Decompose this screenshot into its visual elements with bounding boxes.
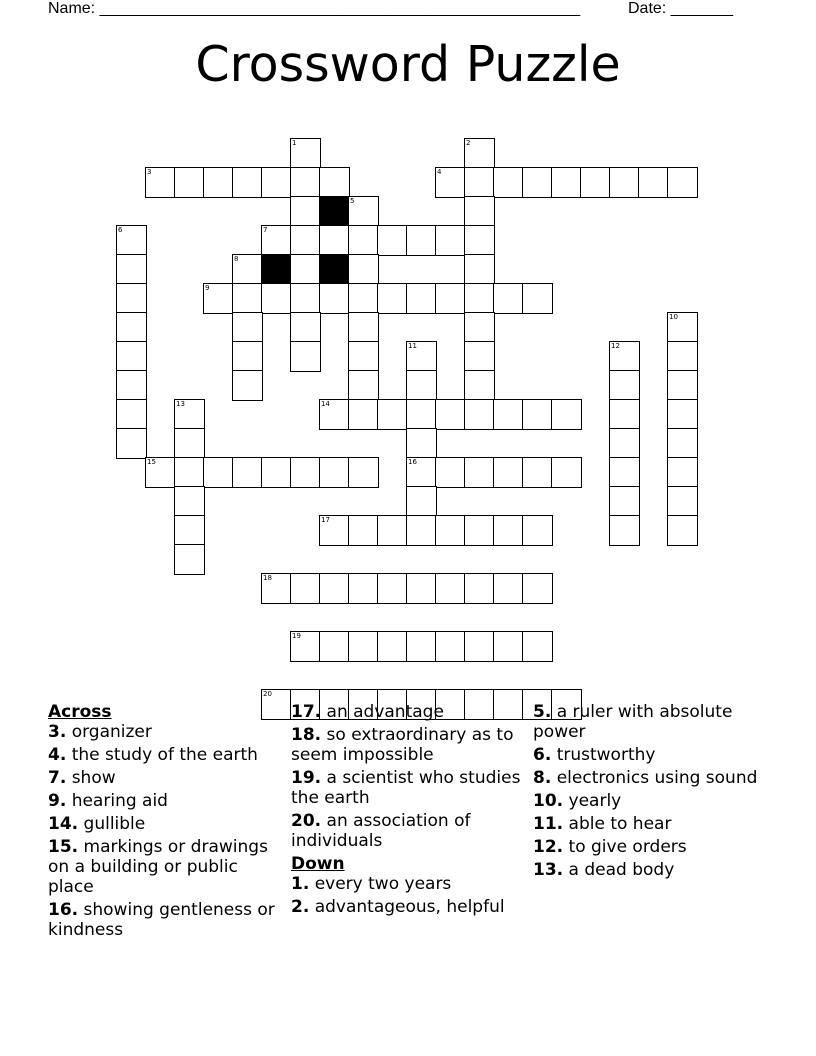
grid-cell[interactable] xyxy=(638,167,669,198)
grid-cell[interactable] xyxy=(493,631,524,662)
clue-item-number: 4. xyxy=(48,745,67,765)
down-clue-list xyxy=(291,874,526,917)
grid-cell[interactable] xyxy=(174,399,205,430)
clue-item xyxy=(533,837,783,857)
down-heading: Down xyxy=(291,854,345,874)
grid-cell[interactable] xyxy=(377,631,408,662)
clue-item-number: 19. xyxy=(291,768,322,788)
clues-column-1 xyxy=(48,702,283,943)
clue-item-text: electronics using sound xyxy=(551,768,758,788)
grid-cell[interactable] xyxy=(290,573,321,604)
clue-item-number: 12. xyxy=(533,837,564,857)
grid-cell[interactable] xyxy=(493,515,524,546)
grid-cell[interactable] xyxy=(551,167,582,198)
clue-item-number: 11. xyxy=(533,814,564,834)
clue-item xyxy=(533,745,783,765)
grid-cell[interactable] xyxy=(464,312,495,343)
grid-cell[interactable] xyxy=(319,283,350,314)
grid-cell[interactable] xyxy=(406,399,437,430)
grid-cell[interactable] xyxy=(145,457,176,488)
grid-cell[interactable] xyxy=(348,254,379,285)
clue-item xyxy=(291,811,526,851)
clue-item xyxy=(533,860,783,880)
clue-number: 14 xyxy=(321,400,330,408)
grid-cell[interactable] xyxy=(435,283,466,314)
grid-cell[interactable] xyxy=(203,457,234,488)
grid-cell[interactable] xyxy=(522,457,553,488)
grid-cell[interactable] xyxy=(348,457,379,488)
clue-item-number: 3. xyxy=(48,722,67,742)
grid-cell[interactable] xyxy=(377,515,408,546)
grid-cell[interactable] xyxy=(435,631,466,662)
page-title: Crossword Puzzle xyxy=(195,36,621,93)
grid-cell[interactable] xyxy=(406,515,437,546)
grid-cell[interactable] xyxy=(116,341,147,372)
grid-cell[interactable] xyxy=(348,283,379,314)
grid-cell[interactable] xyxy=(319,225,350,256)
grid-cell[interactable] xyxy=(667,167,698,198)
grid-cell[interactable] xyxy=(348,631,379,662)
clue-item-text: an association of individuals xyxy=(291,811,471,851)
grid-cell[interactable] xyxy=(464,631,495,662)
across-clue-list-continued xyxy=(291,702,526,851)
clue-number: 11 xyxy=(408,342,417,350)
clue-item-number: 1. xyxy=(291,874,310,894)
grid-cell[interactable] xyxy=(319,457,350,488)
clue-number: 7 xyxy=(263,226,268,234)
grid-cell[interactable] xyxy=(116,254,147,285)
clue-item-text: show xyxy=(66,768,116,788)
clue-number: 2 xyxy=(466,139,471,147)
grid-cell[interactable] xyxy=(493,399,524,430)
grid-cell[interactable] xyxy=(116,399,147,430)
grid-block xyxy=(319,254,350,285)
grid-cell[interactable] xyxy=(319,399,350,430)
clue-item-text: hearing aid xyxy=(66,791,168,811)
grid-cell[interactable] xyxy=(261,167,292,198)
grid-cell[interactable] xyxy=(406,283,437,314)
grid-cell[interactable] xyxy=(203,167,234,198)
grid-cell[interactable] xyxy=(116,428,147,459)
grid-cell[interactable] xyxy=(609,399,640,430)
grid-cell[interactable] xyxy=(522,167,553,198)
grid-cell[interactable] xyxy=(609,167,640,198)
clue-item xyxy=(291,725,526,765)
grid-cell[interactable] xyxy=(232,312,263,343)
grid-cell[interactable] xyxy=(464,370,495,401)
grid-cell[interactable] xyxy=(377,399,408,430)
grid-cell[interactable] xyxy=(319,631,350,662)
clue-item xyxy=(291,702,526,722)
grid-cell[interactable] xyxy=(667,370,698,401)
clue-item xyxy=(291,897,526,917)
grid-cell[interactable] xyxy=(290,254,321,285)
clue-item-text: a dead body xyxy=(563,860,675,880)
grid-cell[interactable] xyxy=(232,457,263,488)
clue-number: 3 xyxy=(147,168,152,176)
grid-cell[interactable] xyxy=(174,486,205,517)
grid-cell[interactable] xyxy=(290,312,321,343)
grid-cell[interactable] xyxy=(493,457,524,488)
across-clue-list xyxy=(48,722,283,940)
grid-cell[interactable] xyxy=(609,457,640,488)
clue-item-number: 18. xyxy=(291,725,322,745)
clues-column-3 xyxy=(533,702,783,883)
grid-cell[interactable] xyxy=(348,225,379,256)
clue-number: 13 xyxy=(176,400,185,408)
grid-cell[interactable] xyxy=(261,573,292,604)
grid-cell[interactable] xyxy=(232,283,263,314)
grid-cell[interactable] xyxy=(377,225,408,256)
grid-cell[interactable] xyxy=(609,486,640,517)
grid-cell[interactable] xyxy=(522,631,553,662)
grid-cell[interactable] xyxy=(435,573,466,604)
grid-cell[interactable] xyxy=(609,341,640,372)
clue-item-text: able to hear xyxy=(563,814,672,834)
clue-item xyxy=(291,874,526,894)
grid-cell[interactable] xyxy=(406,341,437,372)
grid-cell[interactable] xyxy=(290,341,321,372)
clue-item-number: 17. xyxy=(291,702,322,722)
clue-item-text: trustworthy xyxy=(551,745,656,765)
grid-cell[interactable] xyxy=(232,341,263,372)
clue-number: 20 xyxy=(263,690,272,698)
grid-cell[interactable] xyxy=(464,167,495,198)
grid-cell[interactable] xyxy=(667,399,698,430)
grid-cell[interactable] xyxy=(290,225,321,256)
grid-cell[interactable] xyxy=(174,167,205,198)
grid-cell[interactable] xyxy=(667,428,698,459)
grid-cell[interactable] xyxy=(522,399,553,430)
grid-cell[interactable] xyxy=(464,341,495,372)
clue-item-number: 15. xyxy=(48,837,79,857)
grid-cell[interactable] xyxy=(464,254,495,285)
grid-cell[interactable] xyxy=(522,283,553,314)
grid-cell[interactable] xyxy=(493,167,524,198)
grid-cell[interactable] xyxy=(464,225,495,256)
clue-item-text: a scientist who studies the earth xyxy=(291,768,521,808)
down-clue-list-continued xyxy=(533,702,783,880)
grid-cell[interactable] xyxy=(435,457,466,488)
clue-item-number: 8. xyxy=(533,768,552,788)
clue-item xyxy=(533,768,783,788)
clue-number: 1 xyxy=(292,139,297,147)
grid-cell[interactable] xyxy=(319,167,350,198)
grid-cell[interactable] xyxy=(290,196,321,227)
clue-number: 8 xyxy=(234,255,239,263)
grid-cell[interactable] xyxy=(667,486,698,517)
grid-cell[interactable] xyxy=(493,283,524,314)
grid-cell[interactable] xyxy=(464,573,495,604)
clue-item-number: 13. xyxy=(533,860,564,880)
clue-item-text: every two years xyxy=(309,874,452,894)
clue-number: 10 xyxy=(669,313,678,321)
grid-cell[interactable] xyxy=(609,515,640,546)
grid-cell[interactable] xyxy=(232,370,263,401)
grid-cell[interactable] xyxy=(464,283,495,314)
grid-cell[interactable] xyxy=(319,515,350,546)
grid-cell[interactable] xyxy=(406,225,437,256)
grid-cell[interactable] xyxy=(464,457,495,488)
grid-cell[interactable] xyxy=(406,573,437,604)
clue-item-text: markings or drawings on a building or public place xyxy=(48,837,268,897)
clue-number: 16 xyxy=(408,458,417,466)
grid-cell[interactable] xyxy=(667,515,698,546)
clue-item xyxy=(48,768,283,788)
clue-item-text: an advantage xyxy=(321,702,444,722)
grid-cell[interactable] xyxy=(174,544,205,575)
grid-cell[interactable] xyxy=(406,428,437,459)
grid-cell[interactable] xyxy=(174,457,205,488)
grid-cell[interactable] xyxy=(348,573,379,604)
grid-cell[interactable] xyxy=(377,283,408,314)
grid-cell[interactable] xyxy=(435,225,466,256)
clue-item-text: organizer xyxy=(66,722,152,742)
grid-cell[interactable] xyxy=(348,370,379,401)
clue-item xyxy=(48,791,283,811)
grid-cell[interactable] xyxy=(609,370,640,401)
grid-cell[interactable] xyxy=(406,631,437,662)
clue-number: 5 xyxy=(350,197,355,205)
grid-cell[interactable] xyxy=(348,312,379,343)
clue-item xyxy=(291,768,526,808)
clue-item xyxy=(48,722,283,742)
clue-item xyxy=(533,702,783,742)
clue-item-number: 6. xyxy=(533,745,552,765)
clue-number: 17 xyxy=(321,516,330,524)
grid-cell[interactable] xyxy=(174,428,205,459)
grid-cell[interactable] xyxy=(319,573,350,604)
clue-number: 4 xyxy=(437,168,442,176)
clue-item-number: 16. xyxy=(48,900,79,920)
grid-cell[interactable] xyxy=(290,457,321,488)
grid-cell[interactable] xyxy=(348,341,379,372)
grid-cell[interactable] xyxy=(116,370,147,401)
clue-item-text: so extraordinary as to seem impossible xyxy=(291,725,514,765)
grid-cell[interactable] xyxy=(116,283,147,314)
clue-item xyxy=(48,814,283,834)
grid-cell[interactable] xyxy=(522,515,553,546)
clue-item xyxy=(48,745,283,765)
grid-cell[interactable] xyxy=(435,399,466,430)
name-field-line[interactable]: Name: ______________________________________________________ xyxy=(48,0,581,17)
grid-cell[interactable] xyxy=(435,515,466,546)
grid-cell[interactable] xyxy=(290,167,321,198)
clue-item-text: to give orders xyxy=(563,837,687,857)
clue-number: 12 xyxy=(611,342,620,350)
grid-cell[interactable] xyxy=(116,312,147,343)
grid-cell[interactable] xyxy=(232,254,263,285)
grid-cell[interactable] xyxy=(580,167,611,198)
grid-cell[interactable] xyxy=(290,631,321,662)
clue-item-text: a ruler with absolute power xyxy=(533,702,733,742)
grid-cell[interactable] xyxy=(667,341,698,372)
grid-cell[interactable] xyxy=(435,167,466,198)
grid-cell[interactable] xyxy=(667,457,698,488)
grid-block xyxy=(261,254,292,285)
clue-item-number: 14. xyxy=(48,814,79,834)
clue-item-text: showing gentleness or kindness xyxy=(48,900,275,940)
clue-item xyxy=(533,791,783,811)
clue-item xyxy=(48,900,283,940)
clue-number: 19 xyxy=(292,632,301,640)
grid-cell[interactable] xyxy=(348,399,379,430)
grid-cell[interactable] xyxy=(464,138,495,169)
clues-column-2 xyxy=(291,702,526,920)
clue-item-text: gullible xyxy=(78,814,146,834)
grid-cell[interactable] xyxy=(261,225,292,256)
grid-cell[interactable] xyxy=(551,399,582,430)
clue-item-number: 5. xyxy=(533,702,552,722)
grid-cell[interactable] xyxy=(406,486,437,517)
grid-cell[interactable] xyxy=(261,283,292,314)
clue-item-number: 2. xyxy=(291,897,310,917)
grid-cell[interactable] xyxy=(464,515,495,546)
grid-cell[interactable] xyxy=(261,457,292,488)
clue-number: 18 xyxy=(263,574,272,582)
grid-cell[interactable] xyxy=(493,573,524,604)
clue-number: 9 xyxy=(205,284,210,292)
clue-item-number: 20. xyxy=(291,811,322,831)
grid-cell[interactable] xyxy=(232,167,263,198)
clue-item xyxy=(48,837,283,897)
clue-number: 6 xyxy=(118,226,123,234)
date-field-line[interactable]: Date: _______ xyxy=(628,0,733,17)
clue-number: 15 xyxy=(147,458,156,466)
clue-item-text: advantageous, helpful xyxy=(309,897,505,917)
grid-cell[interactable] xyxy=(377,573,408,604)
clue-item xyxy=(533,814,783,834)
grid-cell[interactable] xyxy=(522,573,553,604)
grid-cell[interactable] xyxy=(551,457,582,488)
grid-cell[interactable] xyxy=(203,283,234,314)
grid-cell[interactable] xyxy=(667,312,698,343)
grid-block xyxy=(319,196,350,227)
clue-item-number: 10. xyxy=(533,791,564,811)
grid-cell[interactable] xyxy=(464,196,495,227)
grid-cell[interactable] xyxy=(406,457,437,488)
grid-cell[interactable] xyxy=(145,167,176,198)
grid-cell[interactable] xyxy=(348,196,379,227)
grid-cell[interactable] xyxy=(464,399,495,430)
grid-cell[interactable] xyxy=(116,225,147,256)
grid-cell[interactable] xyxy=(609,428,640,459)
clue-item-number: 9. xyxy=(48,791,67,811)
across-heading: Across xyxy=(48,702,112,722)
grid-cell[interactable] xyxy=(406,370,437,401)
grid-cell[interactable] xyxy=(174,515,205,546)
grid-cell[interactable] xyxy=(290,138,321,169)
grid-cell[interactable] xyxy=(290,283,321,314)
clue-item-text: the study of the earth xyxy=(66,745,258,765)
clue-item-number: 7. xyxy=(48,768,67,788)
grid-cell[interactable] xyxy=(348,515,379,546)
clue-item-text: yearly xyxy=(563,791,622,811)
